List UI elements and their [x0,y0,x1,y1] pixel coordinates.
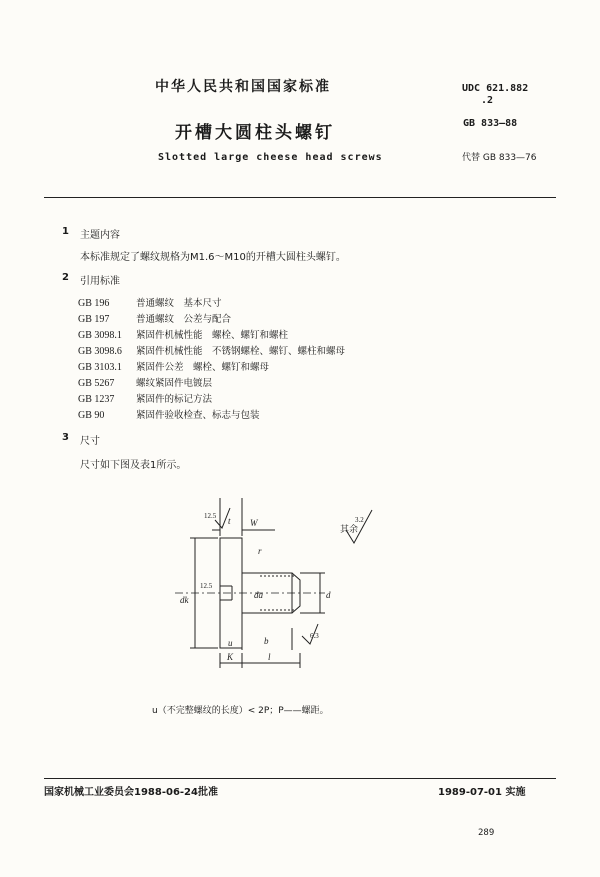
reference-item [78,391,212,405]
label-t: t [228,516,231,526]
reference-desc: 紧固件机械性能 不锈钢螺栓、螺钉、螺柱和螺母 [136,346,346,357]
reference-item [78,343,345,357]
label-d: d [326,590,331,600]
section-3-number: 3 [62,432,69,443]
label-u: u [228,638,233,648]
roughness-remaining-label: 其余 [340,525,359,535]
label-da: da [254,590,263,600]
reference-item [78,375,212,389]
label-b: b [264,636,269,646]
label-l: l [268,652,271,662]
approval-date: 国家机械工业委员会1988-06-24批准 [44,787,218,798]
reference-code: GB 1237 [78,394,115,405]
scope-text: 本标准规定了螺纹规格为M1.6～M10的开槽大圆柱头螺钉。 [80,252,346,263]
footer-divider [44,778,556,779]
reference-code: GB 3098.6 [78,346,122,357]
section-2-number: 2 [62,272,69,283]
reference-item [78,311,231,325]
reference-item [78,407,260,421]
label-dk: dk [180,595,189,605]
reference-desc: 螺纹紧固件电镀层 [136,378,213,389]
label-w: W [250,518,258,528]
reference-code: GB 90 [78,410,105,421]
label-r: r [258,546,262,556]
screw-drawing [150,488,450,688]
roughness-125: 12.5 [204,512,217,520]
replaces-note: 代替 GB 833—76 [462,153,537,163]
reference-code: GB 197 [78,314,110,325]
reference-desc: 普通螺纹 基本尺寸 [136,298,222,309]
page-number: 289 [478,828,495,838]
label-k: K [227,652,234,662]
roughness-head: 12.5 [200,582,213,590]
section-1-number: 1 [62,226,69,237]
reference-code: GB 3098.1 [78,330,122,341]
section-1-title: 主题内容 [80,230,120,241]
national-standard-title: 中华人民共和国国家标准 [155,79,331,95]
roughness-remaining-value: 3.2 [355,516,364,524]
reference-code: GB 3103.1 [78,362,122,373]
reference-item [78,295,222,309]
reference-code: GB 5267 [78,378,115,389]
standard-name: 开槽大圆柱头螺钉 [175,123,335,143]
reference-desc: 紧固件的标记方法 [136,394,213,405]
reference-desc: 紧固件机械性能 螺栓、螺钉和螺柱 [136,330,289,341]
udc-code: UDC 621.882 [462,83,529,94]
reference-item [78,359,269,373]
reference-desc: 紧固件公差 螺栓、螺钉和螺母 [136,362,270,373]
reference-desc: 紧固件验收检查、标志与包装 [136,410,260,421]
section-3-title: 尺寸 [80,436,100,447]
udc-code-suffix: .2 [481,95,494,106]
roughness-63: 6.3 [310,632,319,640]
thread-note: u（不完整螺纹的长度）< 2P；P——螺距。 [152,706,329,716]
reference-item [78,327,288,341]
implementation-date: 1989-07-01 实施 [438,787,526,798]
section-2-title: 引用标准 [80,276,120,287]
gb-number: GB 833—88 [463,118,518,129]
dimension-text: 尺寸如下图及表1所示。 [80,460,187,471]
header-divider [44,197,556,198]
reference-code: GB 196 [78,298,110,309]
reference-desc: 普通螺纹 公差与配合 [136,314,232,325]
english-title: Slotted large cheese head screws [158,152,383,163]
